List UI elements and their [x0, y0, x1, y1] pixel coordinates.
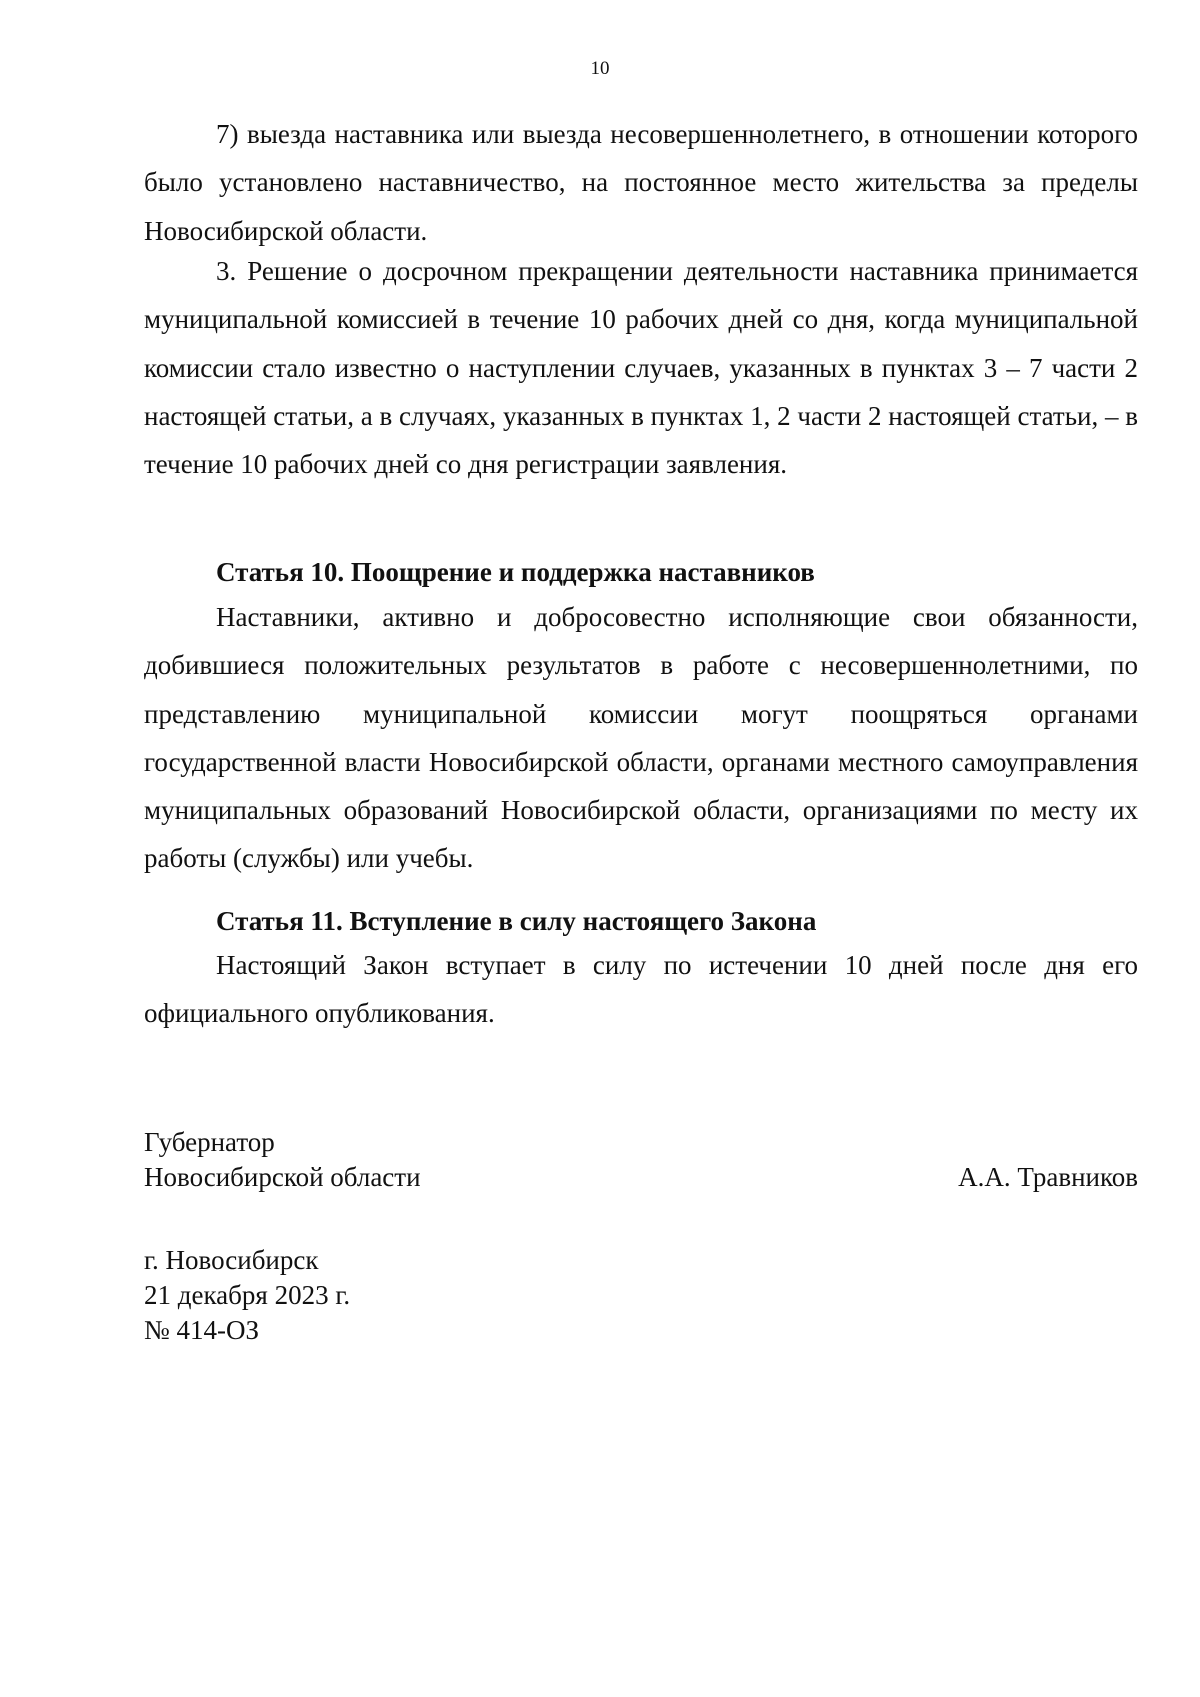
paragraph-item-7: 7) выезда наставника или выезда несовершеннолетнего, в отношении которого было установлено наставничество, на постоянное место жительства за пределы Новосибирской области.: [144, 119, 1138, 246]
signatory-name: А.А. Травников: [958, 1162, 1138, 1192]
document-footer: [144, 1243, 350, 1348]
signature-title-line-1: Губернатор: [144, 1127, 275, 1157]
article-11-heading: Статья 11. Вступление в силу настоящего Закона: [216, 906, 817, 936]
footer-city: г. Новосибирск: [144, 1245, 319, 1275]
article-11-text: Настоящий Закон вступает в силу по истечении 10 дней после дня его официального опубликования.: [144, 950, 1138, 1029]
paragraph-part-3: 3. Решение о досрочном прекращении деятельности наставника принимается муниципальной комиссией в течение 10 рабочих дней со дня, когда муниципальной комиссии стало известно о наступлении случаев, указанных в пунктах 3 – 7 части 2 настоящей статьи, а в случаях, указанных в пунктах 1, 2 части 2 настоящей статьи, – в течение 10 рабочих дней со дня регистрации заявления.: [144, 256, 1138, 480]
signature-title-line-2: Новосибирской области: [144, 1162, 421, 1192]
article-10-heading: Статья 10. Поощрение и поддержка наставников: [216, 557, 815, 587]
footer-law-number: № 414-ОЗ: [144, 1315, 260, 1345]
article-10-text: Наставники, активно и добросовестно исполняющие свои обязанности, добившиеся положительных результатов в работе с несовершеннолетними, по представлению муниципальной комиссии могут поощряться органами государственной власти Новосибирской области, органами местного самоуправления муниципальных образований Новосибирской области, организациями по месту их работы (службы) или учебы.: [144, 602, 1138, 874]
footer-date: 21 декабря 2023 г.: [144, 1280, 351, 1310]
page-number: 10: [590, 58, 610, 79]
signature-title: [144, 1125, 421, 1195]
